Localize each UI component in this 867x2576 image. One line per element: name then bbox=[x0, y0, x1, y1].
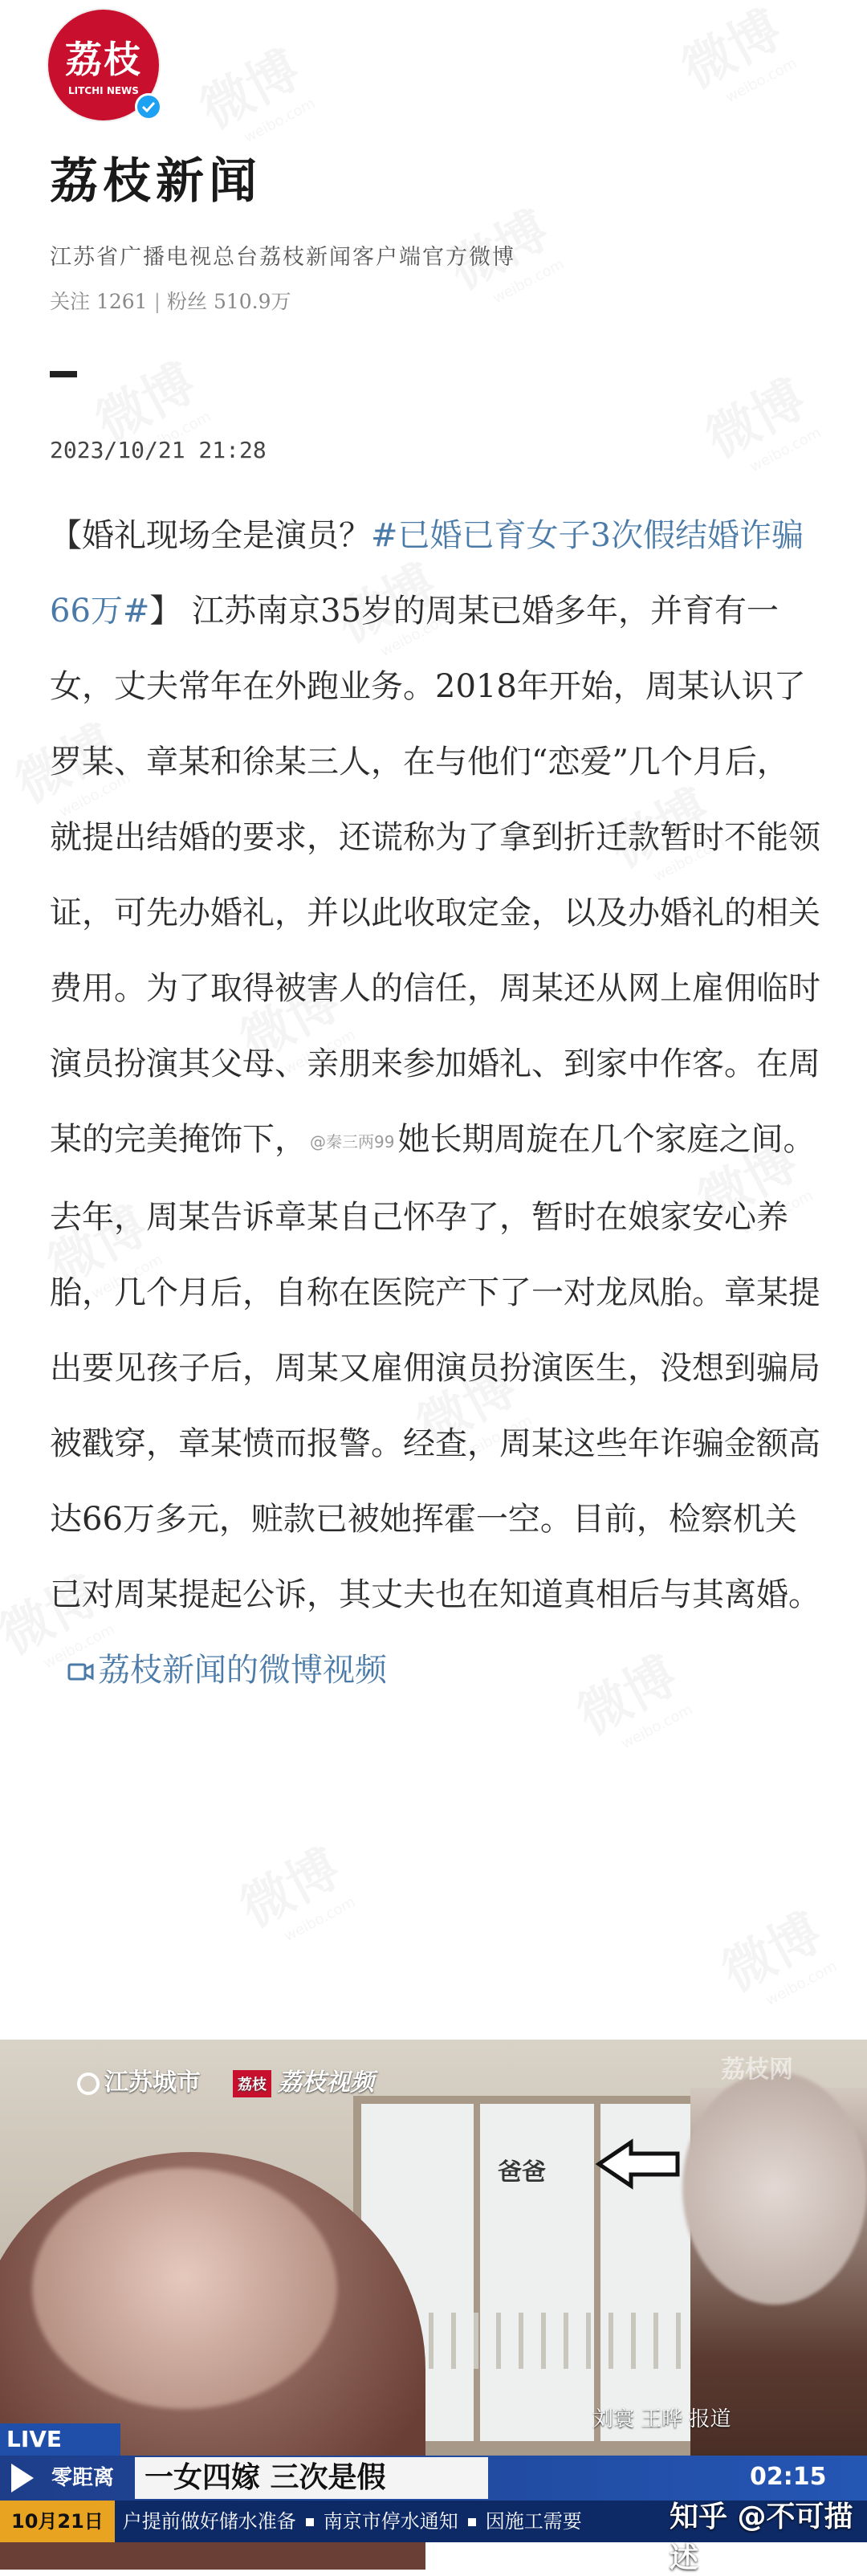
video-camera-icon bbox=[67, 1661, 95, 1683]
video-face-blur-left bbox=[32, 2168, 337, 2409]
post-text-part1: 江苏南京35岁的周某已婚多年，并育有一女，丈夫常年在外跑业务。2018年开始，周某认识了罗某、章某和徐某三人，在与他们“恋爱”几个月后，就提出结婚的要求，还谎称为了拿到折迁款暂时不能领证，可先办婚礼，并以此收取定金，以及办婚礼的相关费用。为了取得被害人的信任，周某还从网上雇佣临时演员扮演其父母、亲朋来参加婚礼、到家中作客。在周某的完美掩饰下， bbox=[50, 593, 820, 1158]
pointer-arrow-icon bbox=[594, 2136, 682, 2192]
stats-separator: | bbox=[153, 290, 161, 313]
logo-text: 荔枝 bbox=[65, 38, 142, 81]
ticker-item: 南京市停水通知 bbox=[323, 2510, 458, 2533]
live-badge: LIVE bbox=[0, 2423, 120, 2456]
post-body bbox=[50, 498, 820, 1708]
weibo-watermark bbox=[226, 1828, 359, 1957]
section-divider bbox=[50, 371, 77, 377]
post-timestamp: 2023/10/21 21:28 bbox=[50, 437, 267, 463]
jiangsu-city-logo: 江苏城市 bbox=[77, 2062, 201, 2097]
video-face-blur-right bbox=[682, 2072, 867, 2305]
hashtag-link[interactable]: #已婚已育女子3次假结婚诈骗66万# bbox=[50, 517, 804, 630]
zhihu-watermark: 知乎 @不可描述 bbox=[670, 2501, 853, 2574]
post-text-part2: 她长期周旋在几个家庭之间。去年，周某告诉章某自己怀孕了，暂时在娘家安心养胎，几个月后，自称在医院产下了一对龙凤胎。章某提出要见孩子后，周某又雇佣演员扮演医生，没想到骗局被戳穿，章某愤而报警。经查，周某这些年诈骗金额高达66万多元，赃款已被她挥霍一空。目前，检察机关已对周某提起公诉，其丈夫也在知道真相后与其离婚。 bbox=[50, 1121, 820, 1613]
ticker-item: 因施工需要 bbox=[485, 2510, 582, 2533]
weibo-watermark bbox=[667, 0, 800, 117]
video-thumbnail[interactable] bbox=[0, 2040, 867, 2574]
weibo-video-link[interactable] bbox=[67, 1652, 387, 1689]
video-duration: 02:15 bbox=[750, 2463, 827, 2491]
litchi-net-logo: 荔枝网 bbox=[721, 2056, 793, 2084]
weibo-watermark bbox=[185, 30, 319, 158]
fans-count[interactable]: 粉丝 510.9万 bbox=[167, 290, 291, 313]
video-headline: 一女四嫁 三次是假 bbox=[135, 2457, 488, 2499]
post-text-open: 【婚礼现场全是演员？ bbox=[50, 517, 371, 554]
inline-user-watermark: @秦三两99 bbox=[310, 1132, 395, 1151]
litchi-video-logo: 荔枝 荔枝视频 bbox=[233, 2062, 374, 2097]
video-link-label: 荔枝新闻的微博视频 bbox=[98, 1652, 387, 1689]
ticker-date: 10月21日 bbox=[0, 2501, 115, 2542]
weibo-watermark bbox=[707, 1893, 841, 2021]
logo-subtext: LITCHI NEWS bbox=[68, 85, 139, 96]
following-count[interactable]: 关注 1261 bbox=[50, 290, 148, 313]
post-text-close: 】 bbox=[149, 593, 182, 630]
account-stats bbox=[50, 286, 291, 315]
weibo-watermark bbox=[691, 359, 824, 487]
verified-badge-icon bbox=[135, 93, 162, 120]
play-icon[interactable] bbox=[11, 2464, 34, 2492]
program-label: 零距离 bbox=[51, 2466, 115, 2490]
father-label: 爸爸 bbox=[498, 2158, 546, 2187]
ticker-item: 户提前做好储水准备 bbox=[122, 2510, 296, 2533]
account-name[interactable]: 荔枝新闻 bbox=[50, 153, 262, 210]
reporter-credit: 刘寰 王晔 报道 bbox=[592, 2407, 731, 2431]
account-description: 江苏省广播电视总台荔枝新闻客户端官方微博 bbox=[50, 245, 515, 270]
